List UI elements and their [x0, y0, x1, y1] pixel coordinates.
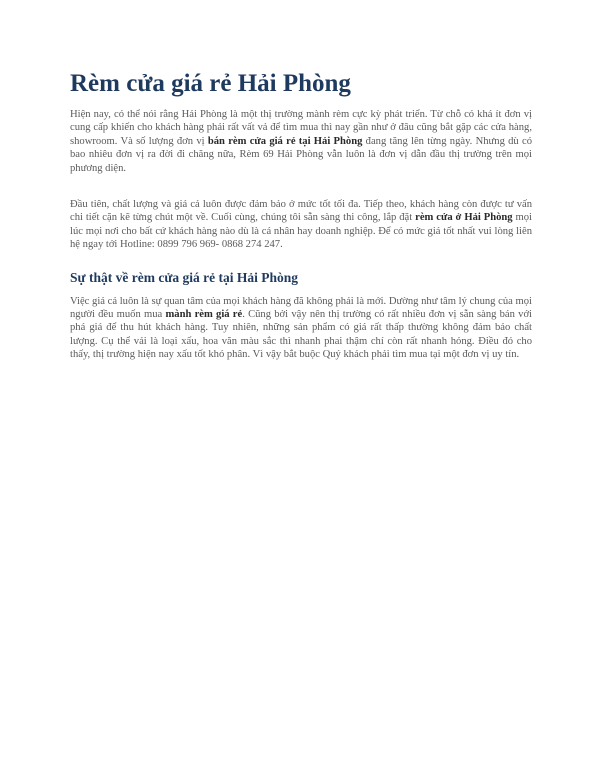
truth-paragraph — [70, 295, 532, 362]
paragraph-text: mọi lúc mọi nơi cho bất cứ khách hàng nào dù là cá nhân hay doanh nghiệp. Để có mức giá tốt nhất vui lòng liên hệ ngay tới Hotline: 0899 796 969- 0868 274 247. — [70, 212, 532, 251]
paragraph-text: Hiện nay, có thể nói rằng Hải Phòng là một thị trường mành rèm cực kỳ phát triển. Từ chỗ có khá ít đơn vị cung cấp khiến cho khách hàng phải rất vất vả để tìm mua thì nay gần như ở đâu cũng bắt gặp các cửa hàng, showroom. Và số lượng đơn vị — [70, 109, 532, 147]
bold-keyword: bán rèm cửa giá rẻ tại Hải Phòng — [207, 135, 363, 147]
paragraph-text: Việc giá cả luôn là sự quan tâm của mọi khách hàng đã không phải là mới. Dường như tâm lý chung của mọi người đều muốn mua — [70, 295, 532, 321]
intro-paragraph — [70, 108, 532, 175]
quality-paragraph — [70, 198, 532, 252]
paragraph-text: . Cũng bởi vậy nên thị trường có rất nhiều đơn vị sẵn sàng bán với phá giá để thu hút khách hàng. Tuy nhiên, những sản phẩm có giá rất thấp thường không đảm bảo chất lượng. Cụ thể vải là loại xấu, hoa văn màu sắc thì nhanh phai thậm chí còn rất nhanh hỏng. Điều đó cho thấy, thị trường hiện nay xấu tốt khó phân. Vì vậy bắt buộc Quý khách phải tìm mua tại một đơn vị uy tín. — [70, 309, 533, 361]
bold-keyword: rèm cửa ở Hải Phòng — [415, 212, 513, 224]
bold-keyword: mành rèm giá rẻ — [165, 309, 243, 321]
document-page — [70, 66, 532, 362]
paragraph-text: Đầu tiên, chất lượng và giá cả luôn được đảm bảo ở mức tốt tối đa. Tiếp theo, khách hàng còn được tư vấn chi tiết cặn kẽ từng chút một về. Cuối cùng, chúng tôi sẵn sàng thi công, lắp đặt — [70, 199, 532, 224]
paragraph-text: đang tăng lên từng ngày. Nhưng dù có bao nhiêu đơn vị ra đời đi chăng nữa, Rèm 69 Hải Phòng vẫn luôn là đơn vị dẫn đầu thị trường trên mọi phương diện. — [70, 135, 532, 174]
page-title: Rèm cửa giá rẻ Hải Phòng — [70, 70, 351, 97]
section-heading: Sự thật về rèm cửa giá rẻ tại Hải Phòng — [70, 269, 299, 285]
